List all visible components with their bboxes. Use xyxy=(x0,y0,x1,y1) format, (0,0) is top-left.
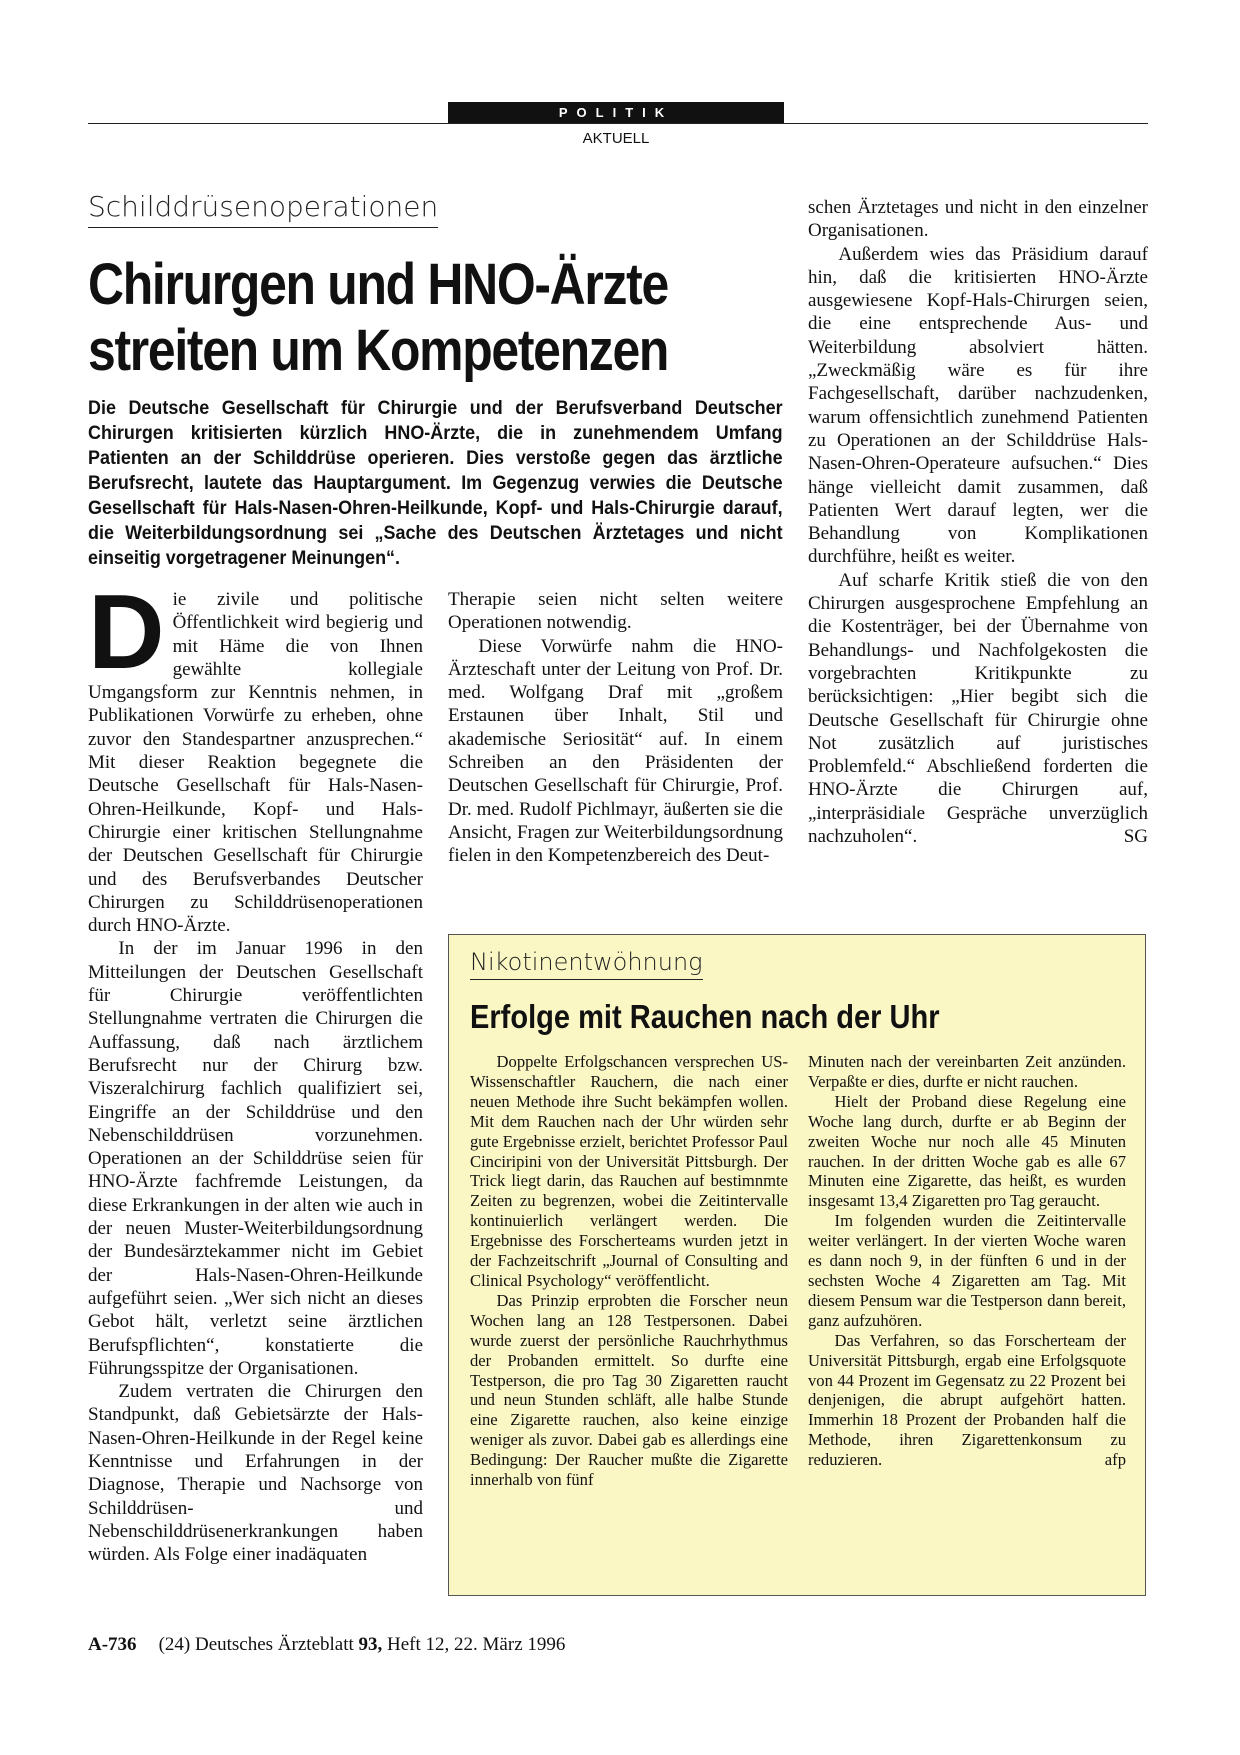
issue-prefix: (24) Deutsches Ärzteblatt xyxy=(158,1634,359,1655)
paragraph: Hielt der Proband diese Regelung eine Woche lang durch, durfte er ab Beginn der zweiten Woche nur noch alle 45 Minuten rauchen. In der dritten Woche gab es alle 67 Minuten eine Zigarette, das heißt, es wurden insgesamt 13,4 Zigaretten pro Tag geraucht. xyxy=(808,1091,1126,1211)
paragraph: Diese Vorwürfe nahm die HNO-Ärzteschaft unter der Leitung von Prof. Dr. med. Wolfgang Draf mit „großem Erstaunen über Inhalt, Stil und akademische Seriosität“ auf. In einem Schreiben an den Präsidenten der Deutschen Gesellschaft für Chirurgie, Prof. Dr. med. Rudolf Pichlmayr, äußerten sie die Ansicht, Fragen zur Weiterbildungsordnung fielen in den Kompetenzbereich des Deut- xyxy=(448,635,783,867)
paragraph: Das Prinzip erprobten die Forscher neun Wochen lang an 128 Testpersonen. Dabei wurde zuerst der persönliche Rauchrhythmus der Probanden ermittelt. So durfte eine Testperson, die pro Tag 30 Zigaretten raucht und neun Stunden schläft, alle halbe Stunde eine Zigarette rauchen, also keine einzige weniger als zuvor. Dabei gab es allerdings eine Bedingung: Der Raucher mußte die Zigarette innerhalb von fünf xyxy=(470,1290,788,1490)
paragraph: Auf scharfe Kritik stieß die von den Chirurgen ausgesprochene Empfehlung an die Kostenträger, bei der Übernahme von Behandlungs- und Nachfolgekosten die vorgebrachten Kritikpunkte zu berücksichtigen: „Hier begibt sich die Deutsche Gesellschaft für Chirurgie ohne Not zusätzlich auf juristisches Problemfeld.“ Abschließend forderten die HNO-Ärzte die Chirurgen auf, „interpräsidiale Gespräche unverzüglich nachzuholen“. SG xyxy=(808,569,1148,848)
article-lead: Die Deutsche Gesellschaft für Chirurgie und der Berufsverband Deutscher Chirurgen kritisierten kürzlich HNO-Ärzte, die in zunehmendem Umfang Patienten an der Schilddrüse operieren. Dies verstoße gegen das ärztliche Berufsrecht, lautete das Hauptargument. Im Gegenzug verwies die Deutsche Gesellschaft für Hals-Nasen-Ohren-Heilkunde, Kopf- und Hals-Chirurgie darauf, die Weiterbildungsordnung sei „Sache des Deutschen Ärztetages und nicht einseitig vorgetragener Meinungen“. xyxy=(88,397,783,569)
paragraph: Minuten nach der vereinbarten Zeit anzünden. Verpaßte er dies, durfte er nicht rauchen. xyxy=(808,1052,1126,1091)
subsection-label: AKTUELL xyxy=(582,130,650,147)
box-title: Erfolge mit Rauchen nach der Uhr xyxy=(470,998,940,1035)
paragraph: Außerdem wies das Präsidium darauf hin, daß die kritisierten HNO-Ärzte ausgewiesene Kopf-Hals-Chirurgen seien, die eine entsprechende Aus- und Weiterbildung absolviert hätten. „Zweckmäßig wäre es für ihre Fachgesellschaft, darüber nachzudenken, warum offensichtlich zunehmend Patienten zu Operationen an der Schilddrüse Hals-Nasen-Ohren-Operateure aufsuchen.“ Dies hänge vielleicht damit zusammen, daß Patienten Wert darauf legten, wer die Behandlung von Komplikationen durchführe, heißt es weiter. xyxy=(808,243,1148,568)
issue-suffix: Heft 12, 22. März 1996 xyxy=(382,1634,566,1655)
paragraph: Therapie seien nicht selten weitere Operationen notwendig. xyxy=(448,589,783,634)
box-kicker: Nikotinentwöhnung xyxy=(470,948,703,980)
box-signature: afp xyxy=(1104,1450,1126,1470)
header-rule xyxy=(88,123,1148,124)
drop-cap: D xyxy=(88,573,165,691)
paragraph: Die zivile und politische Öffentlichkeit wird begierig und mit Häme die von Ihnen gewählte kollegiale Umgangsform zur Kenntnis nehmen, in Publikationen Vorwürfe zu erheben, ohne zuvor den Standespartner anzusprechen.“ Mit dieser Reaktion begegnete die Deutsche Gesellschaft für Hals-Nasen-Ohren-Heilkunde, Kopf- und Hals-Chirurgie einer kritischen Stellungnahme der Deutschen Gesellschaft für Chirurgie und des Berufsverbandes Deutscher Chirurgen zu Schilddrüsenoperationen durch HNO-Ärzte. xyxy=(88,573,423,937)
paragraph: Im folgenden wurden die Zeitintervalle weiter verlängert. In der vierten Woche waren es dann noch 9, in der fünften 6 und in der sechsten Woche 4 Zigaretten am Tag. Mit diesem Pensum war die Testperson dann bereit, ganz aufzuhören. xyxy=(808,1211,1126,1330)
article-kicker: Schilddrüsenoperationen xyxy=(88,190,438,228)
article-column-1 xyxy=(88,573,423,1566)
section-label: POLITIK xyxy=(448,102,784,123)
article-column-3 xyxy=(808,196,1148,848)
box-column-1 xyxy=(470,1052,788,1490)
page-footer xyxy=(88,1634,565,1656)
paragraph: Doppelte Erfolgschancen versprechen US-Wissenschaftler Rauchern, die nach einer neuen Methode ihre Sucht bekämpfen wollen. Mit dem Rauchen nach der Uhr würden sehr gute Ergebnisse erzielt, berichtet Professor Paul Cinciripini von der Universität Pittsburgh. Der Trick liegt darin, das Rauchen auf bestimnmte Zeiten zu begrenzen, wobei die Zeitintervalle kontinuierlich verlängert werden. Die Ergebnisse des Forscherteams wurden jetzt in der Fachzeitschrift „Journal of Consulting and Clinical Psychology“ veröffentlicht. xyxy=(470,1052,788,1290)
paragraph: In der im Januar 1996 in den Mitteilungen der Deutschen Gesellschaft für Chirurgie veröffentlichten Stellungnahme vertraten die Chirurgen die Auffassung, daß nach ärztlichem Berufsrecht nur der Chirurg bzw. Viszeralchirurg fachlich qualifiziert sei, Eingriffe an der Schilddrüse und den Nebenschilddrüsen vorzunehmen. Operationen an der Schilddrüse seien für HNO-Ärzte fachfremde Leistungen, da diese Erkrankungen in der alten wie auch in der neuen Muster-Weiterbildungsordnung der Bundesärztekammer nicht im Gebiet der Hals-Nasen-Ohren-Heilkunde aufgeführt seien. „Wer sich nicht an dieses Gebot hält, verletzt seine ärztlichen Berufspflichten“, konstatierte die Führungsspitze der Organisationen. xyxy=(88,938,423,1379)
page-number: A-736 xyxy=(88,1634,137,1655)
paragraph: Zudem vertraten die Chirurgen den Standpunkt, daß Gebietsärzte der Hals-Nasen-Ohren-Heilkunde in der Regel keine Kenntnisse und Erfahrungen in der Diagnose, Therapie und Nachsorge von Schilddrüsen- und Nebenschilddrüsenerkrankungen haben würden. Als Folge einer inadäquaten xyxy=(88,1381,423,1566)
headline-line-1: Chirurgen und HNO-Ärzte xyxy=(88,252,668,317)
article-headline xyxy=(88,252,699,384)
author-signature: SG xyxy=(1123,826,1148,848)
paragraph: schen Ärztetages und nicht in den einzelner Organisationen. xyxy=(808,197,1148,242)
headline-line-2: streiten um Kompetenzen xyxy=(88,318,669,383)
paragraph: Das Verfahren, so das Forscherteam der Universität Pittsburgh, ergab eine Erfolgsquote von 44 Prozent im Gegensatz zu 22 Prozent bei denjenigen, die abrupt aufgehört hatten. Immerhin 18 Prozent der Probanden half die Methode, ihren Zigarettenkonsum zu reduzieren. afp xyxy=(808,1330,1126,1470)
volume-number: 93, xyxy=(358,1634,383,1655)
article-column-2 xyxy=(448,588,783,868)
box-column-2 xyxy=(808,1052,1126,1470)
